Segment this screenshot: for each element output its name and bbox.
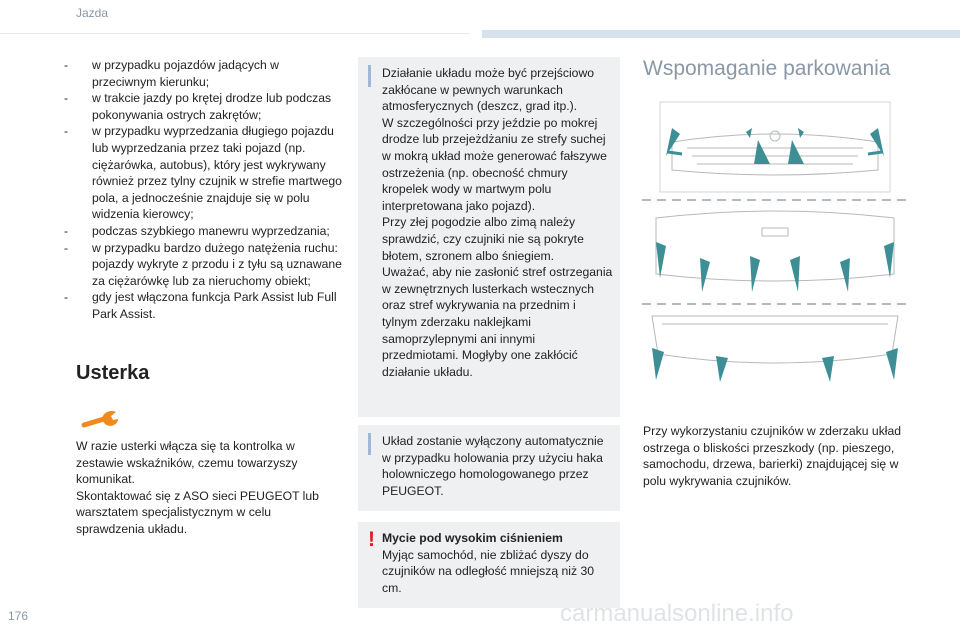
front-bumper-view: [656, 211, 894, 281]
warning-text: Myjąc samochód, nie zbliżać dyszy do czujników na odległość mniejszą niż 30 cm.: [382, 547, 595, 595]
bullet-item: - podczas szybkiego manewru wyprzedzania;: [64, 223, 330, 238]
front-car-view: [660, 102, 890, 192]
bullet-text: w przypadku pojazdów jadących w przeciwnym kierunku;: [92, 58, 279, 89]
parking-sensors-illustration: [642, 92, 908, 392]
usterka-text: W razie usterki włącza się ta kontrolka w zestawie wskaźników, czemu towarzyszy komunikat. Skontaktować się z ASO sieci PEUGEOT lub warsztatem specjalistycznym w celu sprawdzenia układu.: [76, 439, 319, 536]
header-bar: [482, 30, 960, 38]
warning-content: [382, 530, 614, 596]
bullet-item: - w przypadku pojazdów jadących w przeciwnym kierunku;: [64, 58, 279, 89]
bullet-text: w przypadku wyprzedzania długiego pojazdu lub wyprzedzania przez taki pojazd (np. ciężarówka, autobus), który jest wykrywany również przez tylny czujnik w strefie martwego pola, a jednocześnie znajduje się w polu widzenia kierowcy;: [92, 124, 342, 222]
footer-watermark: carmanualsonline.info: [560, 600, 794, 627]
warning-icon: !: [368, 528, 375, 551]
info-mark: [368, 65, 371, 87]
warning-box: [358, 522, 620, 608]
bullet-text: gdy jest włączona funkcja Park Assist lub Full Park Assist.: [92, 290, 337, 321]
note-weather-text: Działanie układu może być przejściowo zakłócane w pewnych warunkach atmosferycznych (deszcz, grad itp.). W szczególności przy jeździe po mokrej drodze lub przejeżdżaniu ze strefy suchej w mokrą układ może generować fałszywe ostrzeżenia (np. obecność chmury kropelek wody w martwym polu interpretowana jako pojazd). Przy złej pogodzie albo zimą należy sprawdzić, czy czujniki nie są pokryte błotem, szronem albo śniegiem. Uważać, aby nie zasłonić stref ostrzegania w zewnętrznych lusterkach wstecznych oraz stref wykrywania na przednim i tylnym zderzaku naklejkami samoprzylepnymi ani innymi przedmiotami. Mogłyby one zakłócić działanie układu.: [382, 66, 613, 379]
bullet-text: w trakcie jazdy po krętej drodze lub podczas pokonywania ostrych zakrętów;: [92, 91, 332, 122]
sensor-arrows-rear: [652, 348, 898, 382]
header-line: [0, 33, 470, 34]
bullet-item: - w trakcie jazdy po krętej drodze lub podczas pokonywania ostrych zakrętów;: [64, 91, 332, 122]
wrench-icon: [80, 405, 120, 431]
bullet-item: - w przypadku bardzo dużego natężenia ruchu: pojazdy wykryte z przodu i z tyłu są uznawane za ciężarówkę lub za nieruchomy obiekt;: [64, 240, 342, 288]
bullet-item: - w przypadku wyprzedzania długiego pojazdu lub wyprzedzania przez taki pojazd (np. ciężarówka, autobus), który jest wykrywany również przez tylny czujnik w strefie martwego pola, a jednocześnie znajduje się w polu widzenia kierowcy;: [64, 124, 342, 222]
warning-title: Mycie pod wysokim ciśnieniem: [382, 531, 563, 545]
page-number: [0, 606, 40, 628]
sensor-arrows-bumper: [656, 242, 894, 292]
header-section: Jazda: [76, 6, 109, 20]
info-mark: [368, 433, 371, 455]
park-text: Przy wykorzystaniu czujników w zderzaku układ ostrzega o bliskości przeszkody (np. pieszego, samochodu, drzewa, barierki) znajdującej się w polu wykrywania czujników.: [643, 424, 902, 488]
usterka-heading: Usterka: [76, 362, 150, 384]
left-column: [64, 57, 344, 323]
rear-bumper-view: [652, 316, 898, 363]
bullet-item: - gdy jest włączona funkcja Park Assist lub Full Park Assist.: [64, 290, 337, 321]
bullet-text: podczas szybkiego manewru wyprzedzania;: [92, 223, 330, 238]
park-title: Wspomaganie parkowania: [643, 57, 891, 80]
sensor-arrows-front: [666, 128, 884, 164]
bullet-text: w przypadku bardzo dużego natężenia ruchu: pojazdy wykryte z przodu i z tyłu są uznawane za ciężarówkę lub za nieruchomy obiekt;: [92, 240, 342, 288]
page-number-text: 176: [8, 609, 29, 623]
note-box-towing: [358, 425, 620, 511]
note-towing-text: Układ zostanie wyłączony automatycznie w przypadku holowania przy użyciu haka holowniczego homologowanego przez PEUGEOT.: [382, 434, 604, 498]
note-box-weather: [358, 57, 620, 417]
